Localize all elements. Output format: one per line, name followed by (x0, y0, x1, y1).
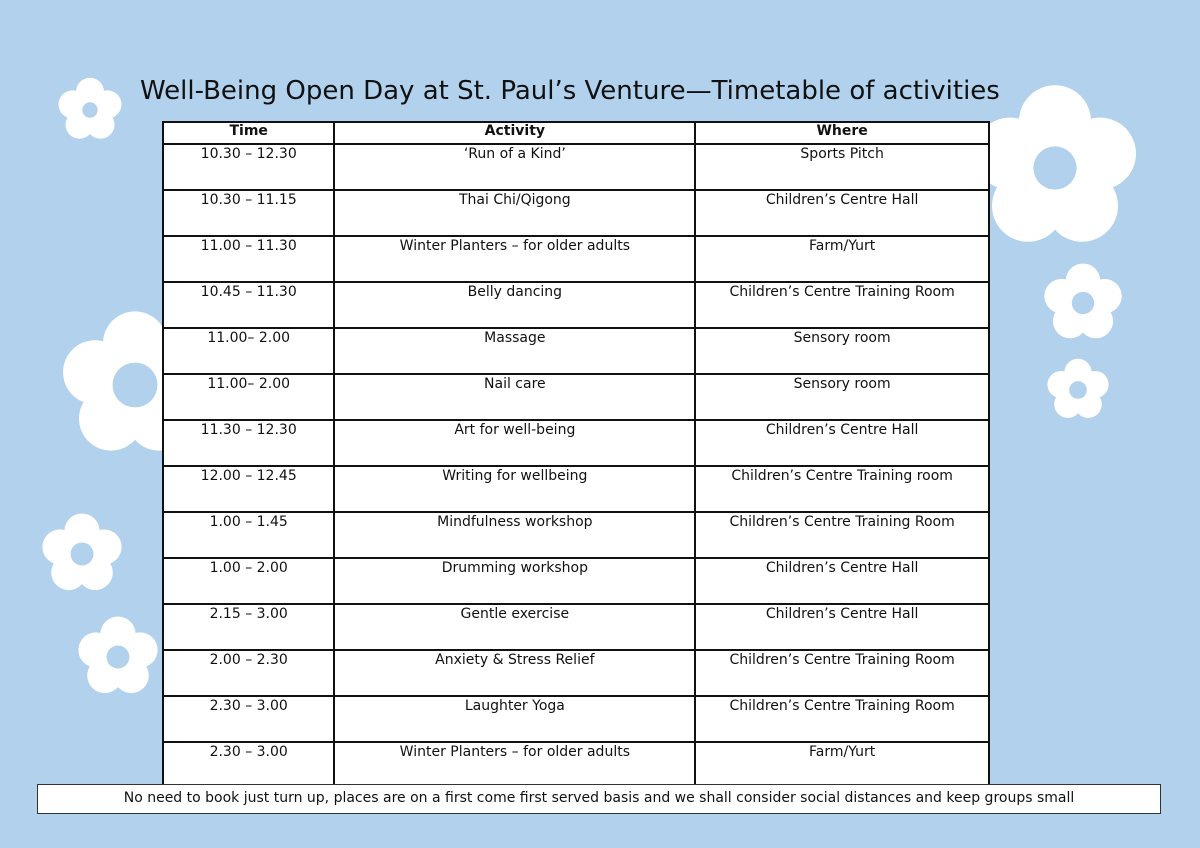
cell-time: 11.00– 2.00 (163, 328, 334, 374)
table-row (163, 420, 989, 466)
table-row (163, 236, 989, 282)
cell-activity: Anxiety & Stress Relief (334, 650, 695, 696)
page-title: Well-Being Open Day at St. Paul’s Venture—Timetable of activities (140, 76, 1000, 106)
cell-where: Farm/Yurt (695, 236, 989, 282)
cell-time: 10.30 – 12.30 (163, 144, 334, 190)
cell-activity: ‘Run of a Kind’ (334, 144, 695, 190)
cell-where: Children’s Centre Training room (695, 466, 989, 512)
cell-where: Farm/Yurt (695, 742, 989, 788)
cell-activity: Art for well-being (334, 420, 695, 466)
timetable (162, 121, 990, 789)
table-row (163, 742, 989, 788)
table-row (163, 650, 989, 696)
flower-icon (38, 508, 126, 600)
header-time: Time (163, 122, 334, 144)
cell-where: Sports Pitch (695, 144, 989, 190)
cell-activity: Nail care (334, 374, 695, 420)
table-row (163, 374, 989, 420)
cell-time: 2.30 – 3.00 (163, 742, 334, 788)
table-row (163, 604, 989, 650)
cell-where: Sensory room (695, 328, 989, 374)
cell-where: Children’s Centre Training Room (695, 282, 989, 328)
cell-time: 11.00– 2.00 (163, 374, 334, 420)
cell-activity: Winter Planters – for older adults (334, 236, 695, 282)
cell-where: Sensory room (695, 374, 989, 420)
table-row (163, 328, 989, 374)
cell-where: Children’s Centre Hall (695, 558, 989, 604)
cell-time: 11.00 – 11.30 (163, 236, 334, 282)
cell-time: 2.15 – 3.00 (163, 604, 334, 650)
cell-activity: Belly dancing (334, 282, 695, 328)
table-row (163, 190, 989, 236)
cell-activity: Laughter Yoga (334, 696, 695, 742)
table-row (163, 282, 989, 328)
table-header-row (163, 122, 989, 144)
header-activity: Activity (334, 122, 695, 144)
cell-where: Children’s Centre Hall (695, 420, 989, 466)
cell-time: 2.00 – 2.30 (163, 650, 334, 696)
cell-time: 2.30 – 3.00 (163, 696, 334, 742)
flower-icon (74, 610, 162, 704)
flower-icon (1040, 258, 1126, 348)
cell-where: Children’s Centre Training Room (695, 650, 989, 696)
table-row (163, 466, 989, 512)
flower-icon (1044, 354, 1112, 426)
cell-where: Children’s Centre Hall (695, 604, 989, 650)
cell-time: 11.30 – 12.30 (163, 420, 334, 466)
cell-where: Children’s Centre Training Room (695, 512, 989, 558)
table-row (163, 144, 989, 190)
table-row (163, 696, 989, 742)
cell-activity: Writing for wellbeing (334, 466, 695, 512)
cell-time: 12.00 – 12.45 (163, 466, 334, 512)
table-row (163, 558, 989, 604)
flower-icon (55, 72, 125, 148)
header-where: Where (695, 122, 989, 144)
cell-time: 1.00 – 2.00 (163, 558, 334, 604)
cell-time: 1.00 – 1.45 (163, 512, 334, 558)
cell-time: 10.45 – 11.30 (163, 282, 334, 328)
cell-activity: Thai Chi/Qigong (334, 190, 695, 236)
cell-activity: Winter Planters – for older adults (334, 742, 695, 788)
cell-activity: Massage (334, 328, 695, 374)
footer-note: No need to book just turn up, places are on a first come first served basis and we shall consider social distances and keep groups small (37, 784, 1161, 814)
cell-where: Children’s Centre Training Room (695, 696, 989, 742)
cell-activity: Drumming workshop (334, 558, 695, 604)
cell-where: Children’s Centre Hall (695, 190, 989, 236)
cell-activity: Mindfulness workshop (334, 512, 695, 558)
table-row (163, 512, 989, 558)
cell-activity: Gentle exercise (334, 604, 695, 650)
cell-time: 10.30 – 11.15 (163, 190, 334, 236)
